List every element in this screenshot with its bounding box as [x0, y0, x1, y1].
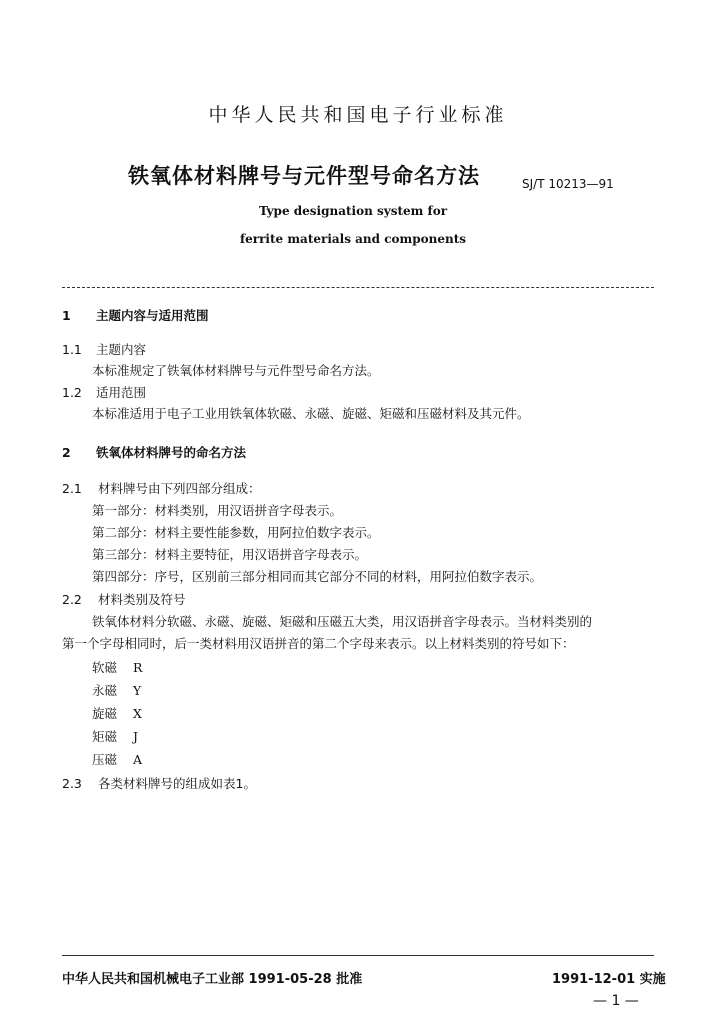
- section-2-3-line: [62, 774, 256, 792]
- section-number: 1.1: [62, 342, 82, 357]
- category-piezomagnetic: [92, 750, 142, 768]
- category-symbol: R: [133, 660, 143, 675]
- section-1-1-text: 本标准规定了铁氧体材料牌号与元件型号命名方法。: [92, 363, 380, 378]
- section-2-2-text-line2: 第一个字母相同时，后一类材料用汉语拼音的第二个字母来表示。以上材料类别的符号如下：: [62, 636, 575, 651]
- section-number: 1: [62, 308, 71, 323]
- section-title: 铁氧体材料牌号的命名方法: [96, 445, 247, 460]
- section-title: 材料类别及符号: [98, 592, 186, 607]
- category-symbol: A: [133, 752, 143, 767]
- category-name: 永磁: [92, 683, 118, 698]
- footer-divider: [62, 955, 654, 956]
- standard-title-en-line2: ferrite materials and components: [239, 232, 466, 246]
- section-title: 主题内容: [96, 342, 147, 357]
- part-2-line: 第二部分：材料主要性能参数，用阿拉伯数字表示。: [92, 525, 380, 540]
- category-soft-magnetic: [92, 658, 142, 676]
- section-2-2-text-line1: 铁氧体材料分软磁、永磁、旋磁、矩磁和压磁五大类，用汉语拼音字母表示。当材料类别的: [92, 614, 593, 629]
- category-gyromagnetic: [92, 704, 142, 722]
- category-name: 矩磁: [92, 729, 118, 744]
- part-4-line: 第四部分：序号，区别前三部分相同而其它部分不同的材料，用阿拉伯数字表示。: [92, 569, 543, 584]
- category-symbol: X: [133, 706, 142, 721]
- section-number: 2.3: [62, 776, 82, 791]
- standard-code: SJ/T 10213—91: [522, 177, 614, 191]
- section-title: 材料牌号由下列四部分组成：: [98, 481, 261, 496]
- category-symbol: Y: [133, 683, 142, 698]
- header-divider: [62, 287, 654, 288]
- section-title: 主题内容与适用范围: [96, 308, 209, 323]
- standard-title-en-line1: Type designation system for: [258, 204, 448, 218]
- implementation-date: 1991-12-01 实施: [552, 972, 666, 987]
- section-number: 2: [62, 445, 71, 460]
- section-1-1-heading: [62, 340, 146, 358]
- category-rectangular-magnetic: [92, 727, 138, 745]
- section-title: 适用范围: [96, 385, 147, 400]
- section-text: 各类材料牌号的组成如表1。: [98, 776, 256, 791]
- section-1-2-heading: [62, 383, 146, 401]
- standard-title-zh: 铁氧体材料牌号与元件型号命名方法: [128, 164, 480, 188]
- section-1-2-text: 本标准适用于电子工业用铁氧体软磁、永磁、旋磁、矩磁和压磁材料及其元件。: [92, 406, 530, 421]
- section-2-heading: [62, 443, 246, 461]
- page-number: — 1 —: [593, 993, 639, 1009]
- section-number: 2.1: [62, 481, 82, 496]
- issuing-organization: 中华人民共和国电子行业标准: [208, 104, 508, 126]
- section-number: 1.2: [62, 385, 82, 400]
- part-3-line: 第三部分：材料主要特征，用汉语拼音字母表示。: [92, 547, 368, 562]
- category-symbol: J: [133, 729, 139, 744]
- part-1-line: 第一部分：材料类别，用汉语拼音字母表示。: [92, 503, 343, 518]
- section-number: 2.2: [62, 592, 82, 607]
- category-name: 压磁: [92, 752, 118, 767]
- category-name: 旋磁: [92, 706, 118, 721]
- section-1-heading: [62, 306, 209, 324]
- category-name: 软磁: [92, 660, 118, 675]
- section-2-2-heading: [62, 590, 186, 608]
- section-2-1-heading: [62, 479, 261, 497]
- approval-line: 中华人民共和国机械电子工业部 1991-05-28 批准: [62, 972, 363, 987]
- category-permanent-magnetic: [92, 681, 141, 699]
